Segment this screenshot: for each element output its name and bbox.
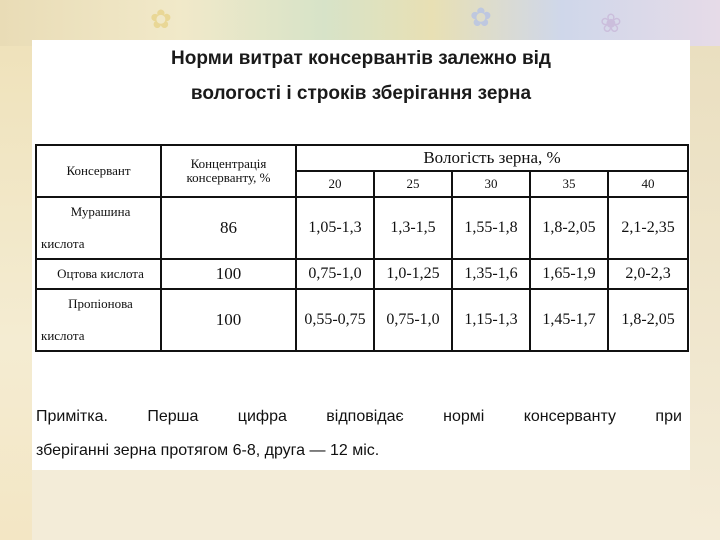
- rate-cell: 0,75-1,0: [374, 289, 452, 351]
- footnote-word: нормі: [443, 408, 485, 425]
- footnote-word: цифра: [237, 408, 287, 425]
- table-row: [36, 259, 688, 289]
- slide-title-line2: вологості і строків зберігання зерна: [190, 83, 532, 104]
- rate-cell: 1,55-1,8: [452, 197, 530, 259]
- rate-cell: 2,1-2,35: [608, 197, 688, 259]
- rate-cell: 1,05-1,3: [296, 197, 374, 259]
- footnote-word: консерванту: [523, 408, 616, 425]
- footnote-word: при: [655, 408, 682, 425]
- rate-cell: 1,0-1,25: [374, 259, 452, 289]
- slide-content: [32, 40, 690, 470]
- moisture-level: 25: [374, 171, 452, 197]
- decorative-left-border: [0, 46, 32, 540]
- header-preservative: Консервант: [36, 145, 161, 197]
- footnote-word: Примітка.: [36, 408, 108, 425]
- footnote-line1: [36, 400, 682, 434]
- rate-cell: 0,75-1,0: [296, 259, 374, 289]
- moisture-level: 40: [608, 171, 688, 197]
- preservative-name: Пропіонова кислота: [36, 289, 161, 351]
- footnote-word: Перша: [147, 408, 199, 425]
- table-row: [36, 289, 688, 351]
- rate-cell: 1,8-2,05: [530, 197, 608, 259]
- flower-decoration: ✿: [470, 2, 492, 32]
- moisture-level: 35: [530, 171, 608, 197]
- rate-cell: 1,3-1,5: [374, 197, 452, 259]
- preservative-rates-table: [35, 144, 689, 352]
- concentration-value: 86: [161, 197, 296, 259]
- preservative-name: Оцтова кислота: [36, 259, 161, 289]
- slide-title-line1: Норми витрат консервантів залежно від: [171, 48, 551, 69]
- rate-cell: 1,65-1,9: [530, 259, 608, 289]
- rate-cell: 1,8-2,05: [608, 289, 688, 351]
- header-concentration: Концентрація консерванту, %: [161, 145, 296, 197]
- rate-cell: 1,15-1,3: [452, 289, 530, 351]
- rate-cell: 2,0-2,3: [608, 259, 688, 289]
- rate-cell: 1,35-1,6: [452, 259, 530, 289]
- moisture-level: 20: [296, 171, 374, 197]
- footnote-line2: зберіганні зерна протягом 6-8, друга — 12 міс.: [36, 442, 380, 459]
- moisture-level: 30: [452, 171, 530, 197]
- footnote-word: відповідає: [326, 408, 404, 425]
- concentration-value: 100: [161, 259, 296, 289]
- decorative-right-border: [690, 46, 720, 540]
- flower-decoration: ❀: [600, 8, 622, 38]
- flower-decoration: ✿: [150, 4, 172, 34]
- header-grain-moisture: Вологість зерна, %: [296, 145, 688, 171]
- preservative-name: Мурашина кислота: [36, 197, 161, 259]
- rate-cell: 0,55-0,75: [296, 289, 374, 351]
- table-row: [36, 197, 688, 259]
- footnote: [36, 400, 682, 468]
- rate-cell: 1,45-1,7: [530, 289, 608, 351]
- concentration-value: 100: [161, 289, 296, 351]
